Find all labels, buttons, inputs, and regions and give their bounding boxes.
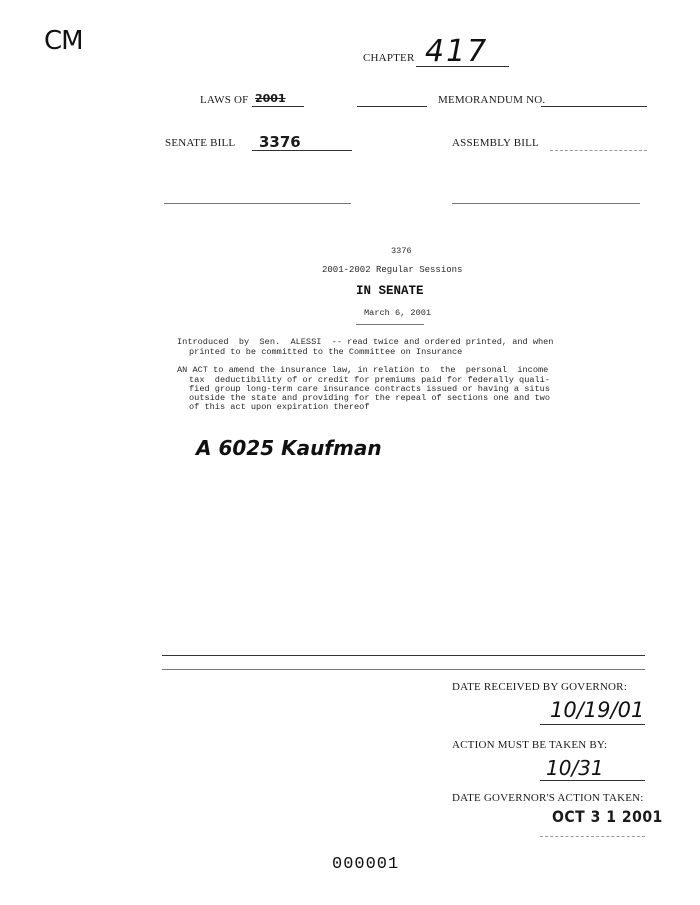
blank-line-left [164, 203, 351, 204]
session-title: 2001-2002 Regular Sessions [322, 265, 463, 275]
memorandum-line [541, 106, 647, 107]
date-received-underline [540, 724, 645, 725]
senate-bill-underline [252, 150, 352, 151]
act-line-3: fied group long-term care insurance contracts issued or having a situs [189, 384, 550, 394]
act-line-1: AN ACT to amend the insurance law, in relation to the personal income [177, 365, 549, 375]
chapter-number: 417 [425, 34, 489, 69]
assembly-bill-line [550, 150, 647, 151]
date-underline [356, 324, 424, 325]
memorandum-label: MEMORANDUM NO. [438, 94, 546, 106]
footer-rule-bottom [162, 669, 645, 670]
house-heading: IN SENATE [356, 284, 424, 298]
senate-bill-label: SENATE BILL [165, 137, 236, 149]
act-line-4: outside the state and providing for the repeal of sections one and two [189, 393, 550, 403]
act-line-5: of this act upon expiration thereof [189, 402, 370, 412]
act-line-2: tax deductibility of or credit for premiums paid for federally quali- [189, 375, 550, 385]
action-taken-underline [540, 836, 645, 837]
chapter-underline [416, 66, 509, 67]
action-taken-stamp: OCT 3 1 2001 [552, 808, 663, 827]
assembly-bill-label: ASSEMBLY BILL [452, 137, 539, 149]
footer-rule-top [162, 655, 645, 656]
senate-bill-number: 3376 [259, 133, 301, 151]
date-received-label: DATE RECEIVED BY GOVERNOR: [452, 681, 627, 693]
action-deadline-value: 10/31 [546, 756, 604, 780]
introduced-line-2: printed to be committed to the Committee on Insurance [189, 347, 463, 357]
laws-year: 2001 [255, 92, 286, 105]
blank-line-right [452, 203, 640, 204]
introduced-line-1: Introduced by Sen. ALESSI -- read twice and ordered printed, and when [177, 337, 554, 347]
handwritten-companion-bill: A 6025 Kaufman [196, 436, 382, 460]
introduction-date: March 6, 2001 [364, 308, 432, 318]
page-number: 000001 [332, 855, 400, 874]
action-deadline-label: ACTION MUST BE TAKEN BY: [452, 739, 608, 751]
margin-initials: CM [44, 26, 83, 56]
action-deadline-underline [540, 780, 645, 781]
chapter-label: CHAPTER [363, 52, 415, 64]
laws-label: LAWS OF [200, 94, 249, 106]
laws-blank-line [357, 106, 427, 107]
date-received-value: 10/19/01 [550, 698, 645, 722]
action-taken-label: DATE GOVERNOR'S ACTION TAKEN: [452, 792, 644, 804]
laws-underline [252, 106, 304, 107]
bill-number: 3376 [391, 246, 412, 256]
